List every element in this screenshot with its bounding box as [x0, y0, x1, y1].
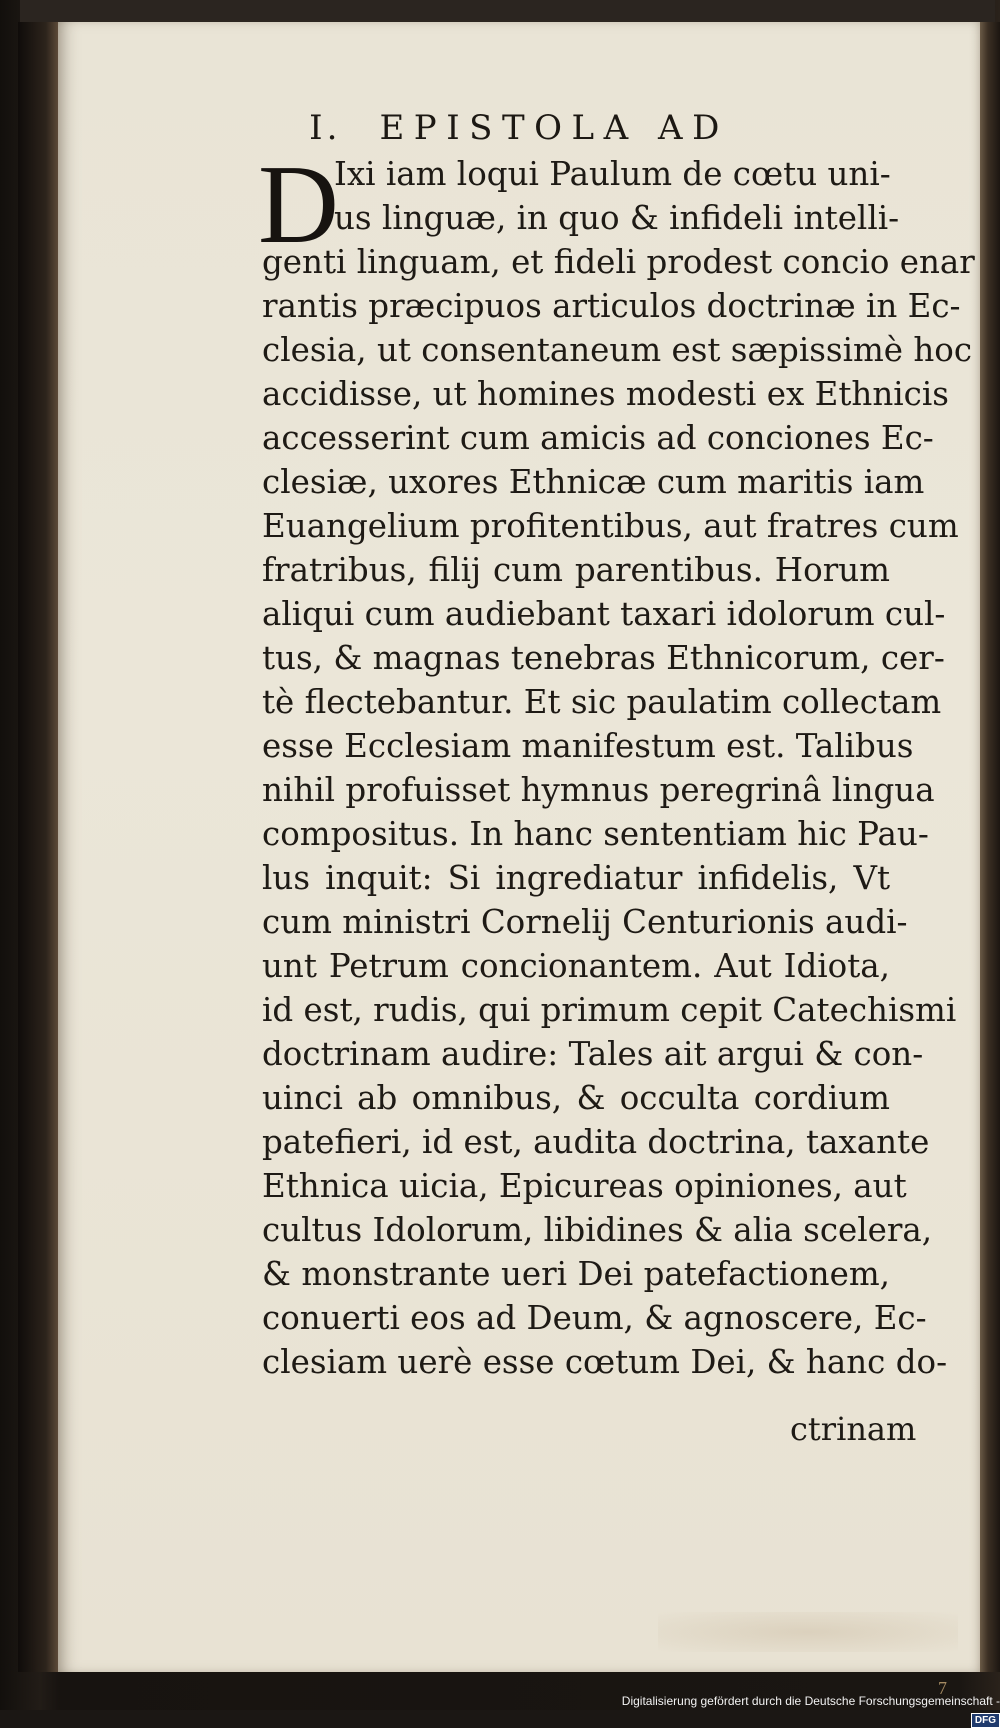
text-line: fratribus, filij cum parentibus. Horum	[262, 551, 890, 589]
text-line: nihil profuisset hymnus peregrinâ lingua	[262, 771, 935, 809]
running-head	[58, 108, 980, 148]
text-line: esse Ecclesiam manifestum est. Talibus	[262, 727, 914, 765]
book-spine-edge	[18, 22, 58, 1672]
text-line: cultus Idolorum, libidines & alia scelera,	[262, 1211, 933, 1249]
text-line: Ethnica uicia, Epicureas opiniones, aut	[262, 1167, 907, 1205]
text-line: cum ministri Cornelij Centurionis audi-	[262, 903, 908, 941]
text-line: doctrinam audire: Tales ait argui & con-	[262, 1035, 924, 1073]
text-line: clesiæ, uxores Ethnicæ cum maritis iam	[262, 463, 925, 501]
page-mark: 7	[938, 1678, 947, 1698]
dfg-logo: DFG	[971, 1713, 1000, 1728]
text-line: tè flectebantur. Et sic paulatim collectam	[262, 683, 942, 721]
footer-text: Digitalisierung gefördert durch die Deutsche Forschungsgemeinschaft -	[621, 1694, 1000, 1708]
text-line: rantis præcipuos articulos doctrinæ in Ec-	[262, 287, 961, 325]
text-line: us linguæ, in quo & infideli intelli-	[334, 199, 900, 237]
text-line: compositus. In hanc sententiam hic Pau-	[262, 815, 929, 853]
running-head-title: EPISTOLA AD	[379, 108, 729, 148]
text-line: accidisse, ut homines modesti ex Ethnicis	[262, 375, 949, 413]
text-line: aliqui cum audiebant taxari idolorum cul-	[262, 595, 946, 633]
page-fore-edge	[980, 22, 1000, 1672]
digitization-footer	[600, 1692, 1000, 1726]
text-line: patefieri, id est, audita doctrina, taxante	[262, 1123, 930, 1161]
body-text	[262, 152, 975, 1384]
book-cover-top-edge	[20, 0, 995, 24]
text-line: Euangelium profitentibus, aut fratres cum	[262, 507, 959, 545]
text-line: & monstrante ueri Dei patefactionem,	[262, 1255, 890, 1293]
paper-stain	[658, 1612, 958, 1652]
catchword: ctrinam	[790, 1410, 917, 1448]
text-line: genti linguam, et fideli prodest concio enar	[262, 243, 975, 281]
text-line: accesserint cum amicis ad conciones Ec-	[262, 419, 934, 457]
running-head-number: I.	[309, 108, 342, 148]
text-line: uinci ab omnibus, & occulta cordium	[262, 1079, 890, 1117]
text-line: lus inquit: Si ingrediatur infidelis, Vt	[262, 859, 890, 897]
text-line: tus, & magnas tenebras Ethnicorum, cer-	[262, 639, 945, 677]
drop-cap: D	[258, 143, 339, 267]
text-line: Ixi iam loqui Paulum de cœtu uni-	[334, 155, 891, 193]
text-line: conuerti eos ad Deum, & agnoscere, Ec-	[262, 1299, 927, 1337]
text-line: clesia, ut consentaneum est sæpissimè hoc	[262, 331, 973, 369]
text-line: id est, rudis, qui primum cepit Catechismi	[262, 991, 957, 1029]
text-line: unt Petrum concionantem. Aut Idiota,	[262, 947, 890, 985]
text-line: clesiam uerè esse cœtum Dei, & hanc do-	[262, 1343, 948, 1381]
